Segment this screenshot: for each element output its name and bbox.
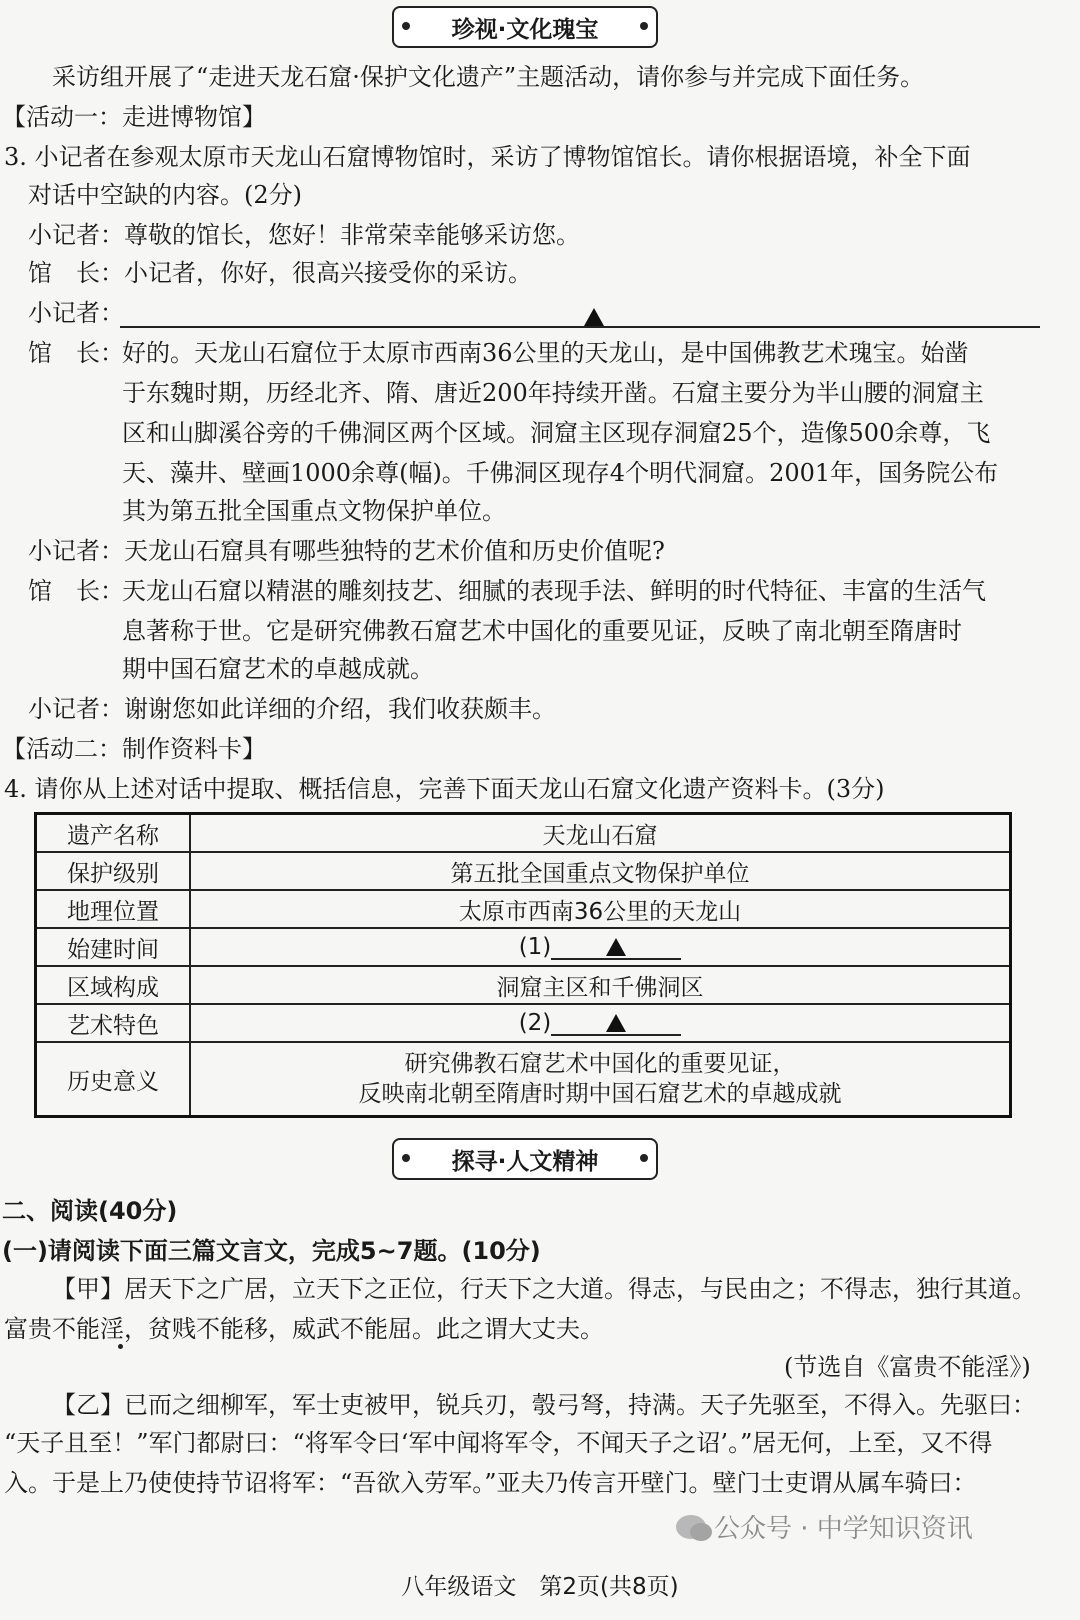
card-key: 区域构成 (36, 966, 191, 1004)
card-key: 艺术特色 (36, 1004, 191, 1042)
blank-number: (1) (518, 934, 552, 960)
card-value-blank[interactable] (190, 928, 1011, 966)
dialogue-reporter-1: 小记者：尊敬的馆长，您好！非常荣幸能够采访您。 (28, 221, 580, 249)
passage-jia-line: 富贵不能淫，贫贱不能移，威武不能屈。此之谓大丈夫。 (4, 1315, 604, 1343)
section-banner-spirit (392, 1138, 658, 1180)
passage-jia-source: (节选自《富贵不能淫》) (784, 1353, 1031, 1381)
card-key: 始建时间 (36, 928, 191, 966)
table-row (36, 890, 1011, 928)
dialogue-curator-2-line: 于东魏时期，历经北齐、隋、唐近200年持续开凿。石窟主要分为半山腰的洞窟主 (122, 379, 984, 407)
card-value: 太原市西南36公里的天龙山 (190, 890, 1011, 928)
intro-text: 采访组开展了“走进天龙石窟·保护文化遗产”主题活动，请你参与并完成下面任务。 (52, 63, 925, 91)
triangle-marker-icon (584, 304, 604, 332)
triangle-marker-icon (606, 938, 626, 956)
dialogue-reporter-3: 小记者：天龙山石窟具有哪些独特的艺术价值和历史价值呢? (28, 537, 665, 565)
activity-two-heading: 【活动二：制作资料卡】 (2, 735, 266, 763)
passage-yi-line: 入。于是上乃使使持节诏将军：“吾欲入劳军。”亚夫乃传言开壁门。壁门士吏谓从属车骑曰： (4, 1469, 977, 1497)
card-value: 天龙山石窟 (190, 814, 1011, 853)
activity-one-heading: 【活动一：走进博物馆】 (2, 103, 266, 131)
table-row (36, 1004, 1011, 1042)
banner-title: 探寻·人文精神 (451, 1148, 599, 1175)
question-3-line1: 3. 小记者在参观太原市天龙山石窟博物馆时，采访了博物馆馆长。请你根据语境，补全下面 (4, 143, 971, 171)
card-value: 洞窟主区和千佛洞区 (190, 966, 1011, 1004)
card-value-blank[interactable] (190, 1004, 1011, 1042)
passage-yi-line: “天子且至！”军门都尉曰：“将军令曰‘军中闻将军令，不闻天子之诏’。”居无何，上至，又不得 (4, 1429, 993, 1457)
section-banner-treasure (392, 6, 658, 48)
dialogue-curator-3-line: 期中国石窟艺术的卓越成就。 (122, 655, 434, 683)
card-value (190, 1042, 1011, 1117)
question-3-line2: 对话中空缺的内容。(2分) (28, 181, 302, 209)
section-two-heading: 二、阅读(40分) (2, 1197, 178, 1225)
dialogue-curator-2-line: 区和山脚溪谷旁的千佛洞区两个区域。洞窟主区现存洞窟25个，造像500余尊，飞 (122, 419, 991, 447)
part-one-heading: (一)请阅读下面三篇文言文，完成5~7题。(10分) (2, 1237, 541, 1265)
dialogue-curator-2-label: 馆 长： (28, 339, 124, 367)
card-key: 历史意义 (36, 1042, 191, 1117)
card-key: 地理位置 (36, 890, 191, 928)
card-key: 遗产名称 (36, 814, 191, 853)
emphasis-dot (118, 1344, 123, 1349)
dialogue-curator-2-line: 其为第五批全国重点文物保护单位。 (122, 497, 506, 525)
table-row (36, 1042, 1011, 1117)
blank-number: (2) (518, 1010, 552, 1036)
page-footer: 八年级语文 第2页(共8页) (401, 1574, 679, 1600)
wechat-icon (676, 1515, 706, 1539)
dialogue-reporter-4: 小记者：谢谢您如此详细的介绍，我们收获颇丰。 (28, 695, 556, 723)
table-row (36, 852, 1011, 890)
dialogue-curator-3-label: 馆 长： (28, 577, 124, 605)
watermark (676, 1508, 973, 1545)
dialogue-curator-3-line: 息著称于世。它是研究佛教石窟艺术中国化的重要见证，反映了南北朝至隋唐时 (122, 617, 962, 645)
card-key: 保护级别 (36, 852, 191, 890)
card-value-line: 反映南北朝至隋唐时期中国石窟艺术的卓越成就 (358, 1081, 842, 1107)
table-row (36, 928, 1011, 966)
passage-yi-line: 【乙】已而之细柳军，军士吏被甲，锐兵刃，彀弓弩，持满。天子先驱至，不得入。先驱曰： (52, 1391, 1036, 1419)
dialogue-curator-2-line: 天、藻井、壁画1000余尊(幅)。千佛洞区现存4个明代洞窟。2001年，国务院公布 (122, 459, 999, 487)
dialogue-curator-3-line: 天龙山石窟以精湛的雕刻技艺、细腻的表现手法、鲜明的时代特征、丰富的生活气 (122, 577, 986, 605)
watermark-text: 公众号 · 中学知识资讯 (714, 1514, 973, 1544)
passage-jia-line: 【甲】居天下之广居，立天下之正位，行天下之大道。得志，与民由之；不得志，独行其道。 (52, 1275, 1036, 1303)
card-value-line: 研究佛教石窟艺术中国化的重要见证， (404, 1051, 796, 1077)
table-row (36, 966, 1011, 1004)
dialogue-reporter-2-label: 小记者： (28, 299, 124, 327)
answer-blank-q3[interactable] (120, 326, 1040, 328)
table-row (36, 814, 1011, 853)
heritage-info-card (34, 812, 1012, 1118)
answer-blank-2[interactable] (551, 1012, 681, 1036)
dialogue-curator-2-line: 好的。天龙山石窟位于太原市西南36公里的天龙山，是中国佛教艺术瑰宝。始凿 (122, 339, 969, 367)
dialogue-curator-1: 馆 长：小记者，你好，很高兴接受你的采访。 (28, 259, 532, 287)
answer-blank-1[interactable] (551, 936, 681, 960)
banner-title: 珍视·文化瑰宝 (451, 16, 599, 43)
card-value: 第五批全国重点文物保护单位 (190, 852, 1011, 890)
triangle-marker-icon (606, 1014, 626, 1032)
question-4: 4. 请你从上述对话中提取、概括信息，完善下面天龙山石窟文化遗产资料卡。(3分) (4, 775, 885, 803)
